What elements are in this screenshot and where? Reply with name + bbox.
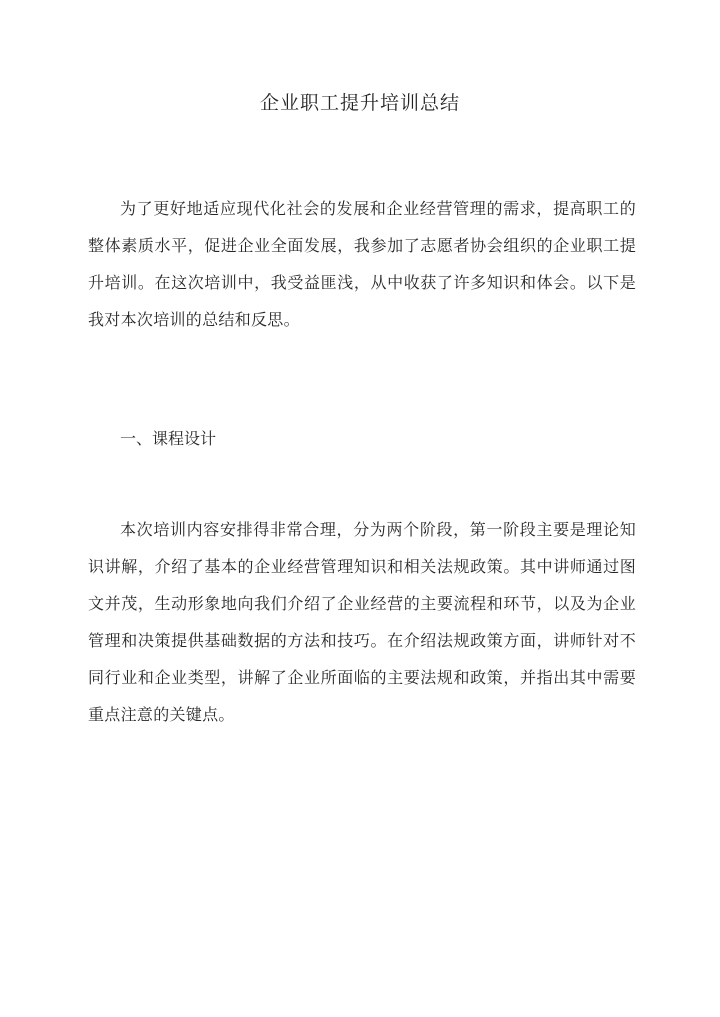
intro-paragraph: 为了更好地适应现代化社会的发展和企业经营管理的需求，提高职工的整体素质水平，促进企业全面发展，我参加了志愿者协会组织的企业职工提升培训。在这次培训中，我受益匪浅，从中收获了许多知识和体会。以下是我对本次培训的总结和反思。 xyxy=(88,199,636,329)
document-title: 企业职工提升培训总结 xyxy=(259,92,460,114)
section-heading-course-design: 一、课程设计 xyxy=(120,429,217,448)
course-design-paragraph: 本次培训内容安排得非常合理，分为两个阶段，第一阶段主要是理论知识讲解，介绍了基本的企业经营管理知识和相关法规政策。其中讲师通过图文并茂，生动形象地向我们介绍了企业经营的主要流程和环节，以及为企业管理和决策提供基础数据的方法和技巧。在介绍法规政策方面，讲师针对不同行业和企业类型，讲解了企业所面临的主要法规和政策，并指出其中需要重点注意的关键点。 xyxy=(88,520,636,724)
